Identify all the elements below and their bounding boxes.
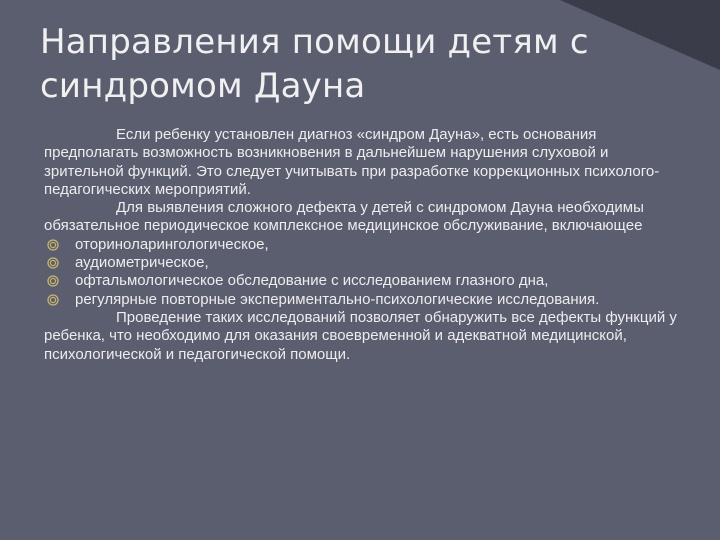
list-item xyxy=(44,272,684,290)
circle-bullet-icon xyxy=(47,239,59,251)
circle-bullet-icon xyxy=(47,257,59,269)
list-item xyxy=(44,254,684,272)
circle-bullet-icon xyxy=(47,294,59,306)
paragraph-conclusion: Проведение таких исследований позволяет обнаружить все дефекты функций у ребенка, что необходимо для оказания своевременной и адекватной медицинской, психологической и педагогической помощи. xyxy=(44,308,677,363)
list-item xyxy=(44,291,684,309)
paragraph-intro: Если ребенку установлен диагноз «синдром Дауна», есть основания предполагать возможность возникновения в дальнейшем нарушения слуховой и зрительной функций. Это следует учитывать при разработке коррекционных психолого-педагогических мероприятий. xyxy=(44,126,660,198)
list-item xyxy=(44,236,684,254)
list-item-text: офтальмологическое обследование с исследованием глазного дна, xyxy=(75,272,549,290)
examination-list xyxy=(44,236,684,309)
slide-title xyxy=(40,20,680,108)
paragraph-diagnosis: Для выявления сложного дефекта у детей с синдромом Дауна необходимы обязательное периодическое комплексное медицинское обслуживание, включающее xyxy=(44,199,644,235)
list-item-text: регулярные повторные экспериментально-психологические исследования. xyxy=(75,290,600,308)
circle-bullet-icon xyxy=(47,275,59,287)
list-item-text: оториноларингологическое, xyxy=(75,235,269,253)
list-item-text: аудиометрическое, xyxy=(75,254,209,272)
slide-body xyxy=(44,126,684,364)
title-line-1: Направления помощи детям с xyxy=(40,22,589,62)
title-line-2: синдромом Дауна xyxy=(40,66,366,106)
